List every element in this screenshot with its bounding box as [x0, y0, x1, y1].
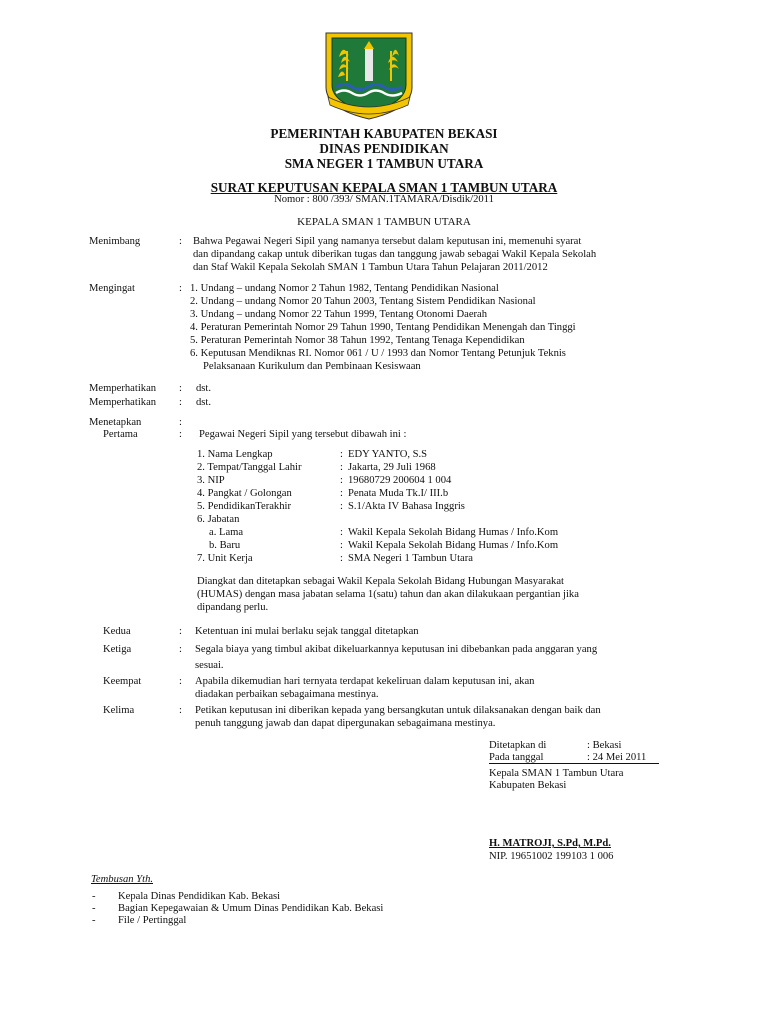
menimbang-line-1: Bahwa Pegawai Negeri Sipil yang namanya tersebut dalam keputusan ini, memenuhi syarat	[193, 236, 582, 247]
field-value: Wakil Kepala Sekolah Bidang Humas / Info.Kom	[348, 540, 559, 551]
tanggal-label: Pada tanggal	[489, 752, 544, 763]
field-colon: :	[340, 462, 343, 473]
tembusan-dash: -	[92, 915, 96, 926]
field-value: SMA Negeri 1 Tambun Utara	[348, 553, 473, 564]
document-title: SURAT KEPUTUSAN KEPALA SMAN 1 TAMBUN UTARA	[210, 180, 558, 195]
ketiga-label: Ketiga	[103, 644, 132, 655]
mengingat-item-5: 5. Peraturan Pemerintah Nomor 38 Tahun 1992, Tentang Tenaga Kependidikan	[190, 335, 525, 346]
mengingat-label: Mengingat	[89, 283, 135, 294]
field-colon: :	[340, 540, 343, 551]
mengingat-item-2: 2. Undang – undang Nomor 20 Tahun 2003, Tentang Sistem Pendidikan Nasional	[190, 296, 536, 307]
kelima-line-2: penuh tanggung jawab dan dapat dipergunakan sebagaimana mestinya.	[195, 718, 496, 729]
tembusan-item: Bagian Kepegawaian & Umum Dinas Pendidikan Kab. Bekasi	[118, 903, 384, 914]
kedua-label: Kedua	[103, 626, 131, 637]
keempat-colon: :	[179, 676, 182, 687]
memperhatikan-value-1: dst.	[196, 383, 212, 394]
document-number: Nomor : 800 /393/ SMAN.1TAMARA/Disdik/2011	[274, 194, 494, 205]
menimbang-line-2: dan dipandang cakap untuk diberikan tugas dan tanggung jawab sebagai Wakil Kepala Sekolah	[193, 249, 597, 260]
ditetapkan-value: : Bekasi	[587, 740, 622, 751]
kelima-colon: :	[179, 705, 182, 716]
field-label: 3. NIP	[197, 475, 225, 486]
memperhatikan-value-2: dst.	[196, 397, 212, 408]
field-colon: :	[340, 488, 343, 499]
signatory-nip: NIP. 19651002 199103 1 006	[489, 851, 614, 862]
ketiga-line-2: sesuai.	[195, 660, 224, 671]
kedua-colon: :	[179, 626, 182, 637]
logo-motto: SWATANTRA WIBAWA MUKTI	[344, 101, 394, 105]
kelima-line-1: Petikan keputusan ini diberikan kepada yang bersangkutan untuk dilaksanakan dengan baik dan	[195, 705, 601, 716]
keempat-line-2: diadakan perbaikan sebagaimana mestinya.	[195, 689, 379, 700]
field-label: 7. Unit Kerja	[197, 553, 253, 564]
tembusan-title: Tembusan Yth.	[91, 874, 154, 885]
field-colon: :	[340, 501, 343, 512]
field-value: 19680729 200604 1 004	[348, 475, 452, 486]
tanggal-value: : 24 Mei 2011	[587, 752, 647, 763]
memperhatikan-label-1: Memperhatikan	[89, 383, 157, 394]
pertama-colon: :	[179, 429, 182, 440]
mengingat-colon: :	[179, 283, 182, 294]
memperhatikan-label-2: Memperhatikan	[89, 397, 157, 408]
pertama-label: Pertama	[103, 429, 138, 440]
position-line-2: Kabupaten Bekasi	[489, 780, 567, 791]
kabupaten-bekasi-logo	[322, 29, 416, 123]
mengingat-item-4: 4. Peraturan Pemerintah Nomor 29 Tahun 1990, Tentang Pendidikan Menengah dan Tinggi	[190, 322, 576, 333]
field-label: 6. Jabatan	[197, 514, 240, 525]
field-colon: :	[340, 449, 343, 460]
diangkat-line-2: (HUMAS) dengan masa jabatan selama 1(satu) tahun dan akan dilakukaan pergantian jika	[197, 589, 579, 600]
diangkat-line-3: dipandang perlu.	[197, 602, 269, 613]
position-line-1: Kepala SMAN 1 Tambun Utara	[489, 768, 624, 779]
kelima-label: Kelima	[103, 705, 135, 716]
mengingat-item-3: 3. Undang – undang Nomor 22 Tahun 1999, Tentang Otonomi Daerah	[190, 309, 488, 320]
field-value: EDY YANTO, S.S	[348, 449, 428, 460]
keempat-line-1: Apabila dikemudian hari ternyata terdapat kekeliruan dalam keputusan ini, akan	[195, 676, 535, 687]
menimbang-line-3: dan Staf Wakil Kepala Sekolah SMAN 1 Tambun Utara Tahun Pelajaran 2011/2012	[193, 262, 548, 273]
field-label: 5. PendidikanTerakhir	[197, 501, 291, 512]
field-value: Jakarta, 29 Juli 1968	[348, 462, 436, 473]
mengingat-item-1: 1. Undang – undang Nomor 2 Tahun 1982, Tentang Pendidikan Nasional	[190, 283, 499, 294]
ditetapkan-label: Ditetapkan di	[489, 740, 547, 751]
field-value: Penata Muda Tk.I/ III.b	[348, 488, 449, 499]
diangkat-line-1: Diangkat dan ditetapkan sebagai Wakil Kepala Sekolah Bidang Hubungan Masyarakat	[197, 576, 564, 587]
field-value: Wakil Kepala Sekolah Bidang Humas / Info.Kom	[348, 527, 559, 538]
tembusan-dash: -	[92, 891, 96, 902]
field-colon: :	[340, 527, 343, 538]
signatory-name: H. MATROJI, S.Pd, M.Pd.	[489, 838, 611, 849]
memperhatikan-colon-2: :	[179, 397, 182, 408]
keempat-label: Keempat	[103, 676, 142, 687]
tanggal-underline	[489, 763, 659, 764]
field-value: S.1/Akta IV Bahasa Inggris	[348, 501, 465, 512]
menetapkan-colon: :	[179, 417, 182, 428]
kedua-line-1: Ketentuan ini mulai berlaku sejak tanggal ditetapkan	[195, 626, 419, 637]
field-label: b. Baru	[209, 540, 241, 551]
mengingat-item-6-cont: Pelaksanaan Kurikulum dan Pembinaan Kesiswaan	[203, 361, 421, 372]
mengingat-item-6: 6. Keputusan Mendiknas RI. Nomor 061 / U / 1993 dan Nomor Tentang Petunjuk Teknis	[190, 348, 566, 359]
menetapkan-label: Menetapkan	[89, 417, 142, 428]
field-label: 2. Tempat/Tanggal Lahir	[197, 462, 302, 473]
field-label: 4. Pangkat / Golongan	[197, 488, 292, 499]
field-label: a. Lama	[209, 527, 244, 538]
header-line-2: DINAS PENDIDIKAN	[319, 141, 449, 156]
menimbang-colon: :	[179, 236, 182, 247]
header-line-3: SMA NEGER 1 TAMBUN UTARA	[284, 156, 484, 171]
ketiga-line-1: Segala biaya yang timbul akibat dikeluarkannya keputusan ini dibebankan pada anggaran yang	[195, 644, 598, 655]
field-label: 1. Nama Lengkap	[197, 449, 273, 460]
menimbang-label: Menimbang	[89, 236, 141, 247]
field-colon: :	[340, 553, 343, 564]
header-line-1: PEMERINTAH KABUPATEN BEKASI	[270, 126, 498, 141]
field-colon: :	[340, 475, 343, 486]
ketiga-colon: :	[179, 644, 182, 655]
memperhatikan-colon-1: :	[179, 383, 182, 394]
tembusan-dash: -	[92, 903, 96, 914]
document-subtitle: KEPALA SMAN 1 TAMBUN UTARA	[297, 216, 471, 228]
tembusan-item: Kepala Dinas Pendidikan Kab. Bekasi	[118, 891, 281, 902]
tembusan-item: File / Pertinggal	[118, 915, 187, 926]
pertama-text: Pegawai Negeri Sipil yang tersebut dibawah ini :	[199, 429, 407, 440]
